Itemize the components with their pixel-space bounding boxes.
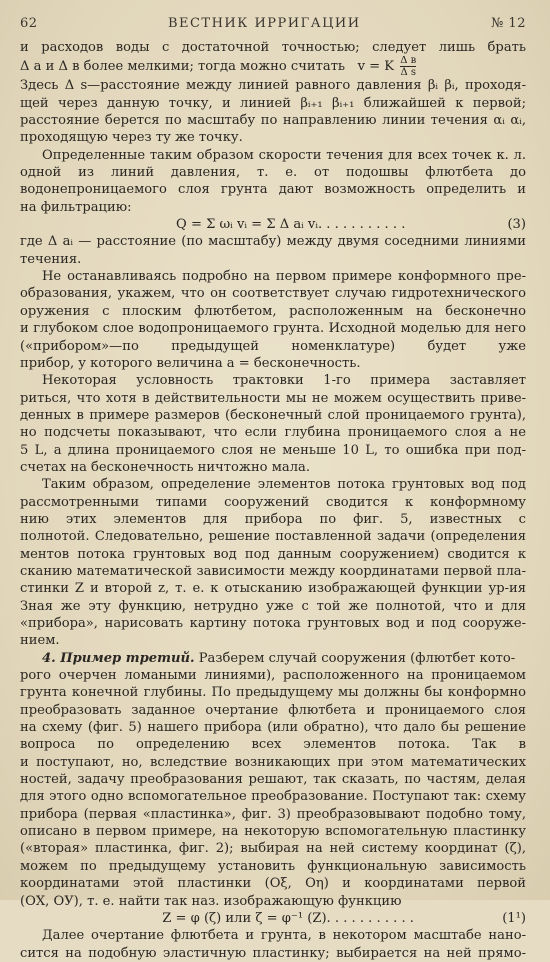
text-line: ностей, задачу преобразования решают, так сказать, по частям, делая	[20, 772, 526, 788]
text-line: Определенные таким образом скорости течения для всех точек к. л.	[42, 147, 526, 163]
issue-number: № 12	[491, 16, 526, 31]
text-line: Не останавливаясь подробно на первом примере конформного пре-	[42, 269, 526, 285]
text-line: образования, укажем, что он соответствует случаю гидротехнического	[20, 286, 526, 302]
text-line: течения.	[20, 251, 82, 267]
text-line: оружения с плоским флютбетом, расположенным на бесконечно	[20, 303, 526, 319]
text-line: сится на подобную эластичную пластинку; выбирается на ней прямо-	[20, 945, 526, 961]
text-line: нием.	[20, 633, 60, 649]
body-text	[20, 39, 526, 962]
text-line: «прибора», нарисовать картину потока грунтовых вод и под сооруже-	[20, 616, 526, 631]
text-line: Здесь Δ s—расстояние между линией равного давления βᵢ βᵢ, проходя-	[20, 78, 526, 94]
mapping-function-formula: Z = φ (ζ) или ζ = φ⁻¹ (Z). . . . . . . . . . . (1¹)	[162, 910, 526, 926]
text-line: нию этих элементов для прибора по фиг. 5, известных с	[20, 511, 526, 527]
text-line: грунта конечной глубины. По предыдущему мы должны бы конформно	[20, 685, 526, 701]
text-line: вопроса по определению всех элементов потока. Так в	[20, 737, 526, 753]
text-line: Таким образом, определение элементов потока грунтовых вод под	[42, 477, 526, 493]
journal-title: ВЕСТНИК ИРРИГАЦИИ	[167, 16, 361, 31]
text-line: прибор, у которого величина а = бесконечность.	[20, 355, 361, 371]
text-line: ментов потока грунтовых вод под данным сооружением) сводится к	[20, 546, 526, 562]
text-line: описано в первом примере, на некоторую вспомогательную пластинку	[20, 824, 526, 840]
text-line: координатами этой пластинки (Oξ, Oη) и координатами первой	[20, 876, 526, 892]
text-line: 5 L, а длина проницаемого слоя не меньше 10 L, то ошибка при под-	[20, 442, 526, 458]
text-line: полнотой. Следовательно, решение поставленной задачи (определения	[20, 529, 526, 545]
page-number: 62	[20, 16, 38, 31]
text-line: сканию математической зависимости между координатами первой пла-	[20, 563, 526, 579]
text-line: Δ а и Δ в более мелкими; тогда можно считать v = K $\frac{\text{Δ в}}{\text{Δ s}}$	[20, 56, 417, 78]
text-line: 4. Пример третий. Разберем случай сооружения (флютбет кото-	[42, 650, 516, 666]
text-line: где Δ aᵢ — расстояние (по масштабу) между двумя соседними линиями	[20, 234, 526, 250]
equation-number: (1¹)	[502, 910, 526, 926]
text-line: прибора (первая «пластинка», фиг. 3) преобразовывают подобно тому,	[20, 806, 526, 822]
text-line: Зная же эту функцию, нетрудно уже с той же полнотой, что и для	[20, 598, 526, 614]
text-line: стинки Z и второй z, т. е. к отысканию изображающей функции ур-ия	[20, 581, 526, 597]
text-line: рассмотренными типами сооружений сводится к конформному	[20, 494, 526, 510]
text-line: щей через данную точку, и линией βᵢ₊₁ βᵢ₊₁ ближайшей к первой;	[20, 95, 526, 111]
example-heading: 4. Пример третий.	[42, 650, 195, 666]
text-line: («вторая» пластинка, фиг. 2); выбирая на ней систему координат (ζ),	[20, 841, 526, 857]
text-line: («прибором»—по предыдущей номенклатуре) будет уже	[20, 338, 526, 354]
text-line: водонепроницаемого слоя грунта дают возможность определить и	[20, 182, 526, 198]
text-line: Некоторая условность трактовки 1-го примера заставляет	[42, 373, 526, 389]
discharge-formula: Q = Σ ωᵢ vᵢ = Σ Δ aᵢ vᵢ. . . . . . . . . . . (3)	[176, 217, 526, 233]
text-line: на схему (фиг. 5) нашего прибора (или обратно), что дало бы решение	[20, 720, 526, 736]
text-line: проходящую через ту же точку.	[20, 130, 243, 146]
text-line: (ОХ, ОУ), т. е. найти так наз. изображающую функцию	[20, 893, 402, 909]
text-line: риться, что хотя в действительности мы не можем осуществить приве-	[20, 390, 526, 406]
text-line: и поступают, но, вследствие возникающих при этом математических	[20, 754, 526, 770]
text-line: расстояние берется по масштабу по направлению линии течения αᵢ αᵢ,	[20, 113, 526, 129]
text-line: одной из линий давления, т. е. от подошвы флютбета до	[20, 165, 526, 181]
text-line: преобразовать заданное очертание флютбета и проницаемого слоя	[20, 702, 526, 718]
text-line: для этого одно вспомогательное преобразование. Поступают так: схему	[20, 789, 526, 805]
text-line: счетах на бесконечность ничтожно мала.	[20, 459, 311, 475]
formula-fraction: $\frac{\text{Δ в}}{\text{Δ s}}$	[400, 56, 417, 78]
equation-number: (3)	[507, 217, 526, 233]
text-line: можем по предыдущему установить функциональную зависимость	[20, 858, 526, 874]
text-line: но подсчеты показывают, что если глубина проницаемого слоя а не	[20, 425, 526, 441]
text-line: рого очерчен ломаными линиями), расположенного на проницаемом	[20, 668, 526, 684]
text-line: денных в примере размеров (бесконечный слой проницаемого грунта),	[20, 407, 526, 423]
text-line: Далее очертание флютбета и грунта, в некотором масштабе нано-	[42, 928, 526, 944]
velocity-formula: v = K $\frac{\text{Δ в}}{\text{Δ s}}$	[357, 56, 417, 78]
text-line: на фильтрацию:	[20, 199, 132, 215]
text-line: и глубоком слое водопроницаемого грунта. Исходной моделью для него	[20, 321, 526, 337]
page-header	[20, 16, 526, 31]
text-line: и расходов воды с достаточной точностью; следует лишь брать	[20, 40, 526, 55]
